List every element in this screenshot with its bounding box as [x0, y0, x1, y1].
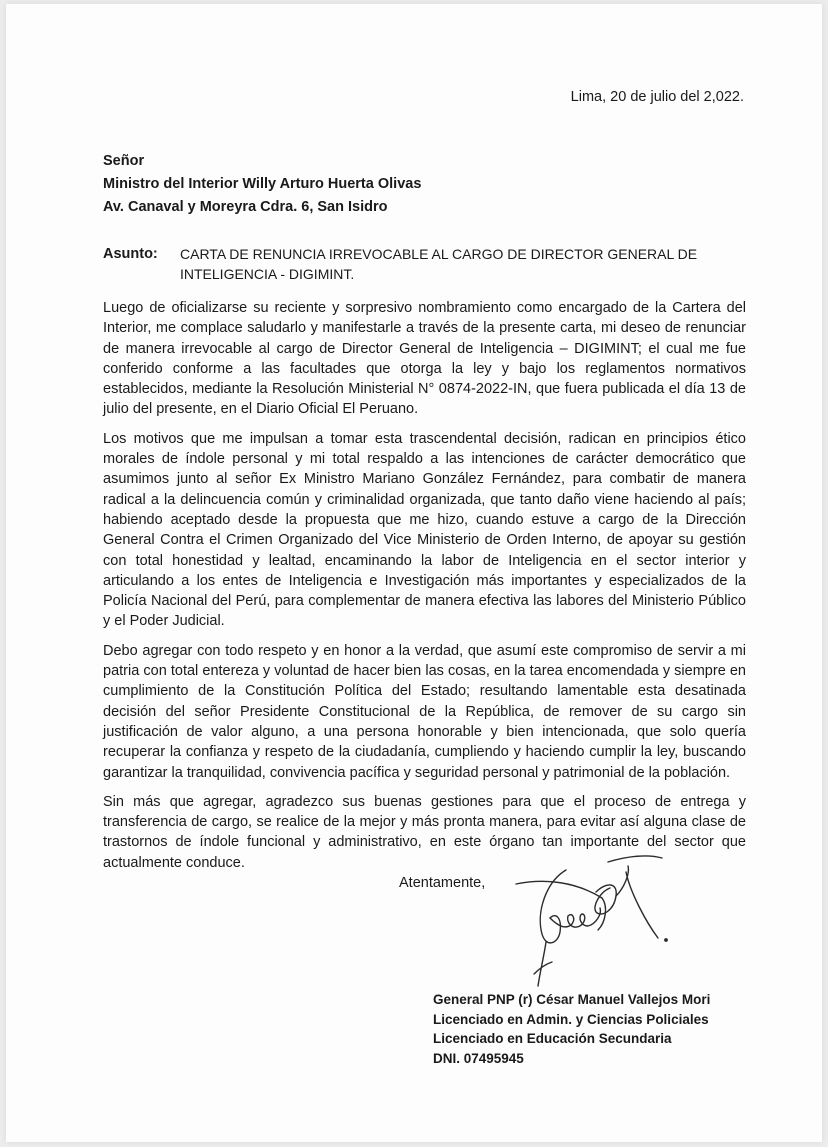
body-paragraph-2: Los motivos que me impulsan a tomar esta trascendental decisión, radican en principios ético morales de índole personal y mi total respaldo a las intenciones de carácter democrático que asumimos junto al señor Ex Ministro Mariano González Fernández, para combatir de manera radical a la delincuencia común y criminalidad organizada, que tanto daño viene haciendo al país; habiendo aceptado desde la propuesta que me hizo, cuando estuve a cargo de la Dirección General Contra el Crimen Organizado del Vice Ministerio de Orden Interno, de apoyar su gestión con total honestidad y lealtad, encaminando la labor de Inteligencia en el sector interior y articulando a los entes de Inteligencia e Investigación más importantes y especializados de la Policía Nacional del Perú, para complementar de manera efectiva las labores del Ministerio Público y el Poder Judicial. — [103, 430, 746, 630]
signer-name: General PNP (r) César Manuel Vallejos Mori — [433, 992, 711, 1007]
letter-date: Lima, 20 de julio del 2,022. — [570, 89, 744, 105]
letter-body — [103, 298, 746, 882]
signer-title-1: Licenciado en Admin. y Ciencias Policiales — [433, 1011, 709, 1027]
handwritten-signature — [506, 852, 686, 992]
letter-page — [6, 4, 822, 1142]
addressee-salutation: Señor — [103, 153, 145, 169]
subject-label: Asunto: — [103, 246, 158, 262]
addressee-name: Ministro del Interior Willy Arturo Huerta Olivas — [103, 176, 422, 192]
addressee-address: Av. Canaval y Moreyra Cdra. 6, San Isidro — [103, 199, 388, 215]
subject-block — [103, 244, 753, 284]
addressee-block — [103, 150, 421, 219]
signer-dni: DNI. 07495945 — [433, 1050, 524, 1066]
body-paragraph-3: Debo agregar con todo respeto y en honor a la verdad, que asumí este compromiso de servir a mi patria con total entereza y voluntad de hacer bien las cosas, en la tarea encomendada y siempre en cumplimiento de la Constitución Política del Estado; resultando lamentable esta desatinada decisión del señor Presidente Constitucional de la República, de remover de su cargo sin justificación de valor alguno, a una persona honorable y bien intencionada, que solo quería recuperar la confianza y respeto de la ciudadanía, cumpliendo y haciendo cumplir la ley, buscando garantizar la tranquilidad, convivencia pacífica y seguridad personal y patrimonial de la población. — [103, 642, 746, 781]
subject-text: CARTA DE RENUNCIA IRREVOCABLE AL CARGO DE DIRECTOR GENERAL DE INTELIGENCIA - DIGIMINT. — [180, 246, 698, 282]
signer-title-2: Licenciado en Educación Secundaria — [433, 1031, 672, 1046]
body-paragraph-4: Sin más que agregar, agradezco sus buenas gestiones para que el proceso de entrega y transferencia de cargo, se realice de la mejor y más pronta manera, para evitar así alguna clase de trastornos de índole funcional y administrativo, en este órgano tan importante del sector que actualmente conduce. — [103, 793, 746, 871]
body-paragraph-1: Luego de oficializarse su reciente y sorpresivo nombramiento como encargado de la Cartera del Interior, me complace saludarlo y manifestarle a través de la presente carta, mi deseo de renunciar de manera irrevocable al cargo de Director General de Inteligencia – DIGIMINT; el cual me fue conferido conforme a las facultades que otorga la ley y bajo los reglamentos normativos establecidos, mediante la Resolución Ministerial N° 0874-2022-IN, que fuera publicada el día 13 de julio del presente, en el Diario Oficial El Peruano. — [103, 300, 746, 418]
signer-block — [433, 990, 710, 1068]
closing-phrase: Atentamente, — [399, 875, 486, 891]
